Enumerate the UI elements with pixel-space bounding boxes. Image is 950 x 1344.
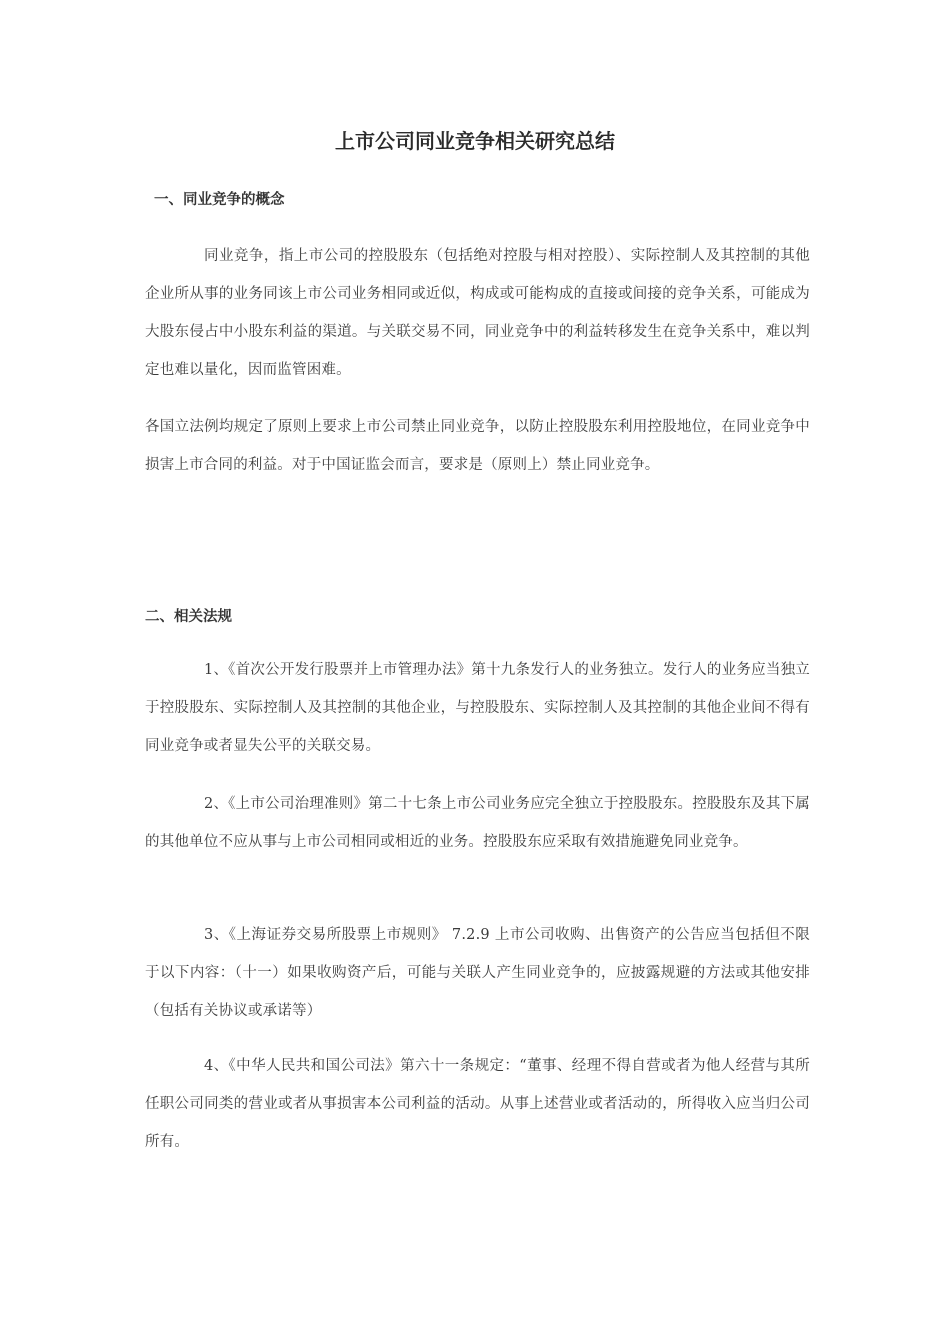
section-heading-regulations: 二、相关法规 bbox=[145, 609, 232, 625]
paragraph-regulation-1: 1、《首次公开发行股票并上市管理办法》第十九条发行人的业务独立。发行人的业务应当独立于控股股东、实际控制人及其控制的其他企业，与控股股东、实际控制人及其控制的其他企业间不得有同业竞争或者显失公平的关联交易。 bbox=[145, 662, 810, 754]
paragraph-regulation-3: 3、《上海证券交易所股票上市规则》 7.2.9 上市公司收购、出售资产的公告应当包括但不限于以下内容：（十一）如果收购资产后，可能与关联人产生同业竞争的，应披露规避的方法或其他安排（包括有关协议或承诺等） bbox=[145, 927, 810, 1019]
paragraph-concept-legislation: 各国立法例均规定了原则上要求上市公司禁止同业竞争，以防止控股股东利用控股地位，在同业竞争中损害上市合同的利益。对于中国证监会而言，要求是（原则上）禁止同业竞争。 bbox=[145, 419, 810, 473]
document-title: 上市公司同业竞争相关研究总结 bbox=[335, 129, 615, 153]
section-heading-concept: 一、同业竞争的概念 bbox=[154, 192, 285, 208]
paragraph-regulation-2: 2、《上市公司治理准则》第二十七条上市公司业务应完全独立于控股股东。控股股东及其下属的其他单位不应从事与上市公司相同或相近的业务。控股股东应采取有效措施避免同业竞争。 bbox=[145, 796, 810, 850]
paragraph-regulation-4: 4、《中华人民共和国公司法》第六十一条规定：“董事、经理不得自营或者为他人经营与其所任职公司同类的营业或者从事损害本公司利益的活动。从事上述营业或者活动的，所得收入应当归公司所有。 bbox=[145, 1058, 810, 1150]
paragraph-concept-definition: 同业竞争，指上市公司的控股股东（包括绝对控股与相对控股）、实际控制人及其控制的其他企业所从事的业务同该上市公司业务相同或近似，构成或可能构成的直接或间接的竞争关系，可能成为大股东侵占中小股东利益的渠道。与关联交易不同，同业竞争中的利益转移发生在竞争关系中，难以判定也难以量化，因而监管困难。 bbox=[145, 248, 810, 378]
